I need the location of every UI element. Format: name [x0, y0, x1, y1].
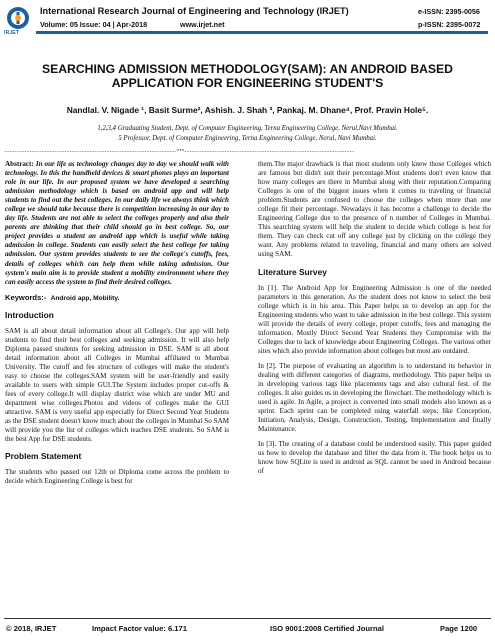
problem-statement-continued: them.The major drawback is that most students only knew those Colleges which are famous but didn't suit their percentage.Most students don't even know that how many colleges are there in Mumbai along with their reputation.Comparing Colleges is one of the biggest issues when it comes to traveling or financial problem.Students are confused to choose the colleges when more than one college fit their percentage. Nowadays it has become a challenge to decide the Engineering College due to the presence of n number of Colleges in Mumbai. This searching system will help the student to decide which college is best for them. They can check cut off any college just by clicking on the college they want. Any problems related to traveling, financial and many others are solved using SAM. — [258, 160, 491, 259]
paper-authors: Nandlal. V. Nigade ¹, Basit Surme², Ashish. J. Shah ³, Pankaj. M. Dhane⁴, Prof. Pravin Hole⁵. — [66, 105, 429, 115]
introduction-heading: Introduction — [5, 309, 54, 320]
journal-header — [0, 0, 495, 40]
literature-survey-heading: Literature Survey — [258, 266, 327, 277]
literature-paragraph-1: In [1]. The Android App for Engineering Admission is one of the needed parameters in this generation. As the student does not know to select the best college which is in his area. This Paper helps us to develop an app for the Engineering students who want to take admission in the best college. This system will provide the details of every college, proper cutoffs, fees and managing the information. Mostly Direct Second Year Students they Compromise with the Colleges due to lack of knowledge about Engineering Colleges. The various other sites which also provide information about colleges but most are outdated. — [258, 283, 491, 355]
literature-paragraph-2: In [2]. The purpose of evaluating an algorithm is to understand its behavior in dealing with different categories of diagrams, methodology. This paper helps us in developing various tags like placements tags and also cultural fest. of the colleges. It also guides us in developing the flowchart. The methodology which is used is agile. In Agile, a project is converted into small models also known as a sprint. Each sprint can be completed using waterfall steps; like Conception, Initiation, Analysis, Design, Construction, Testing, Implementation and finally Maintenance. — [258, 361, 491, 434]
affiliation-2: 5 Professor, Dept. of Computer Engineering, Terna Engineering College, Nerul, Navi Mumbai. — [118, 135, 377, 142]
abstract — [5, 160, 229, 287]
footer-impact-factor: Impact Factor value: 6.171 — [92, 624, 187, 633]
journal-website[interactable]: www.irjet.net — [180, 20, 225, 29]
volume-issue: Volume: 05 Issue: 04 | Apr-2018 — [40, 20, 148, 29]
header-rule — [36, 31, 488, 34]
right-column — [258, 160, 491, 483]
keywords-label: Keywords:- — [5, 292, 47, 302]
abstract-text: In our life as technology changes day to day we should walk with technology. In this the handheld devices & smart phones plays an important role in our life. In our proposed system we have developed a searching admission methodology which is based on android app and will help students to find out the best colleges. In our daily life we always think which college we should take because there is competition increasing in our day to day life. Students are not able to select the colleges properly and also their parents are thinking that their child should go in best college. So, our project provides a student an android app which is useful while taking admission in college. Students can easily select the best college for taking admission. Our system provides students to see the college's cutoffs, fees, details of colleges which can help them while taking admission. Our system's main aim is to provide student a mobility environment where they can easily access the system to find their desired colleges. — [5, 160, 229, 286]
introduction-text: SAM is all about detail information about all College's. Our app will help students to find their best colleges and seeking admission. It will also help Diploma passed students for seeking admission in DSE. SAM is all about detail information about all Colleges in Mumbai affiliated to Mumbai University. The cutoff and fee structure of colleges will make the student's easy to choose the colleges.SAM system will be user-friendly and easily available to users with simple GUI.The System includes proper cut-offs & fees of every college.It will display district wise which are under MU and department wise colleges.Photos and videos of colleges make the GUI attractive. SAM is very useful app especially for Direct Second Year Students as the DSE student doesn't know much about the colleges in Mumbai So SAM will provide you the list of colleges which teaches DSE students. So SAM is the best App for DSE students. — [5, 326, 229, 444]
literature-paragraph-3: In [3]. The creating of a database could be understood easily. This paper guided us how to develop the database and filter the data from it. The book helps us to know how SQLite is used in android as SQL cannot be used in Android because of — [258, 440, 491, 476]
affiliation-1: 1,2,3,4 Graduating Student, Dept. of Computer Engineering, Terna Engineering College, Nerul,Navi Mumbai. — [97, 125, 398, 132]
irjet-logo-icon — [6, 6, 30, 30]
problem-statement-text: The students who passed out 12th or Diploma come across the problem to decide which Engineering College is best for — [5, 468, 229, 486]
journal-title: International Research Journal of Engineering and Technology (IRJET) — [40, 6, 349, 16]
footer-iso: ISO 9001:2008 Certified Journal — [270, 624, 384, 633]
keywords-text: Android app, Mobility. — [50, 294, 120, 302]
footer-copyright: © 2018, IRJET — [6, 624, 57, 633]
keywords — [5, 293, 229, 303]
problem-statement-heading: Problem Statement — [5, 451, 82, 462]
paper-title: SEARCHING ADMISSION METHODOLOGY(SAM): AN ANDROID BASED APPLICATION FOR ENGINEERING STUDENT'S — [42, 62, 453, 90]
footer-page-number: Page 1200 — [440, 624, 478, 633]
logo-text: IRJET — [4, 30, 20, 36]
abstract-label: Abstract: — [5, 160, 34, 168]
eissn: e-ISSN: 2395-0056 — [418, 7, 480, 16]
pissn: p-ISSN: 2395-0072 — [418, 20, 481, 29]
page-footer — [0, 618, 495, 640]
footer-rule — [4, 618, 491, 619]
section-separator: ---------------------------------------------------------------------***-------------------------------------------------------------------- — [4, 149, 355, 155]
journal-info — [40, 20, 224, 29]
left-column — [5, 160, 229, 493]
